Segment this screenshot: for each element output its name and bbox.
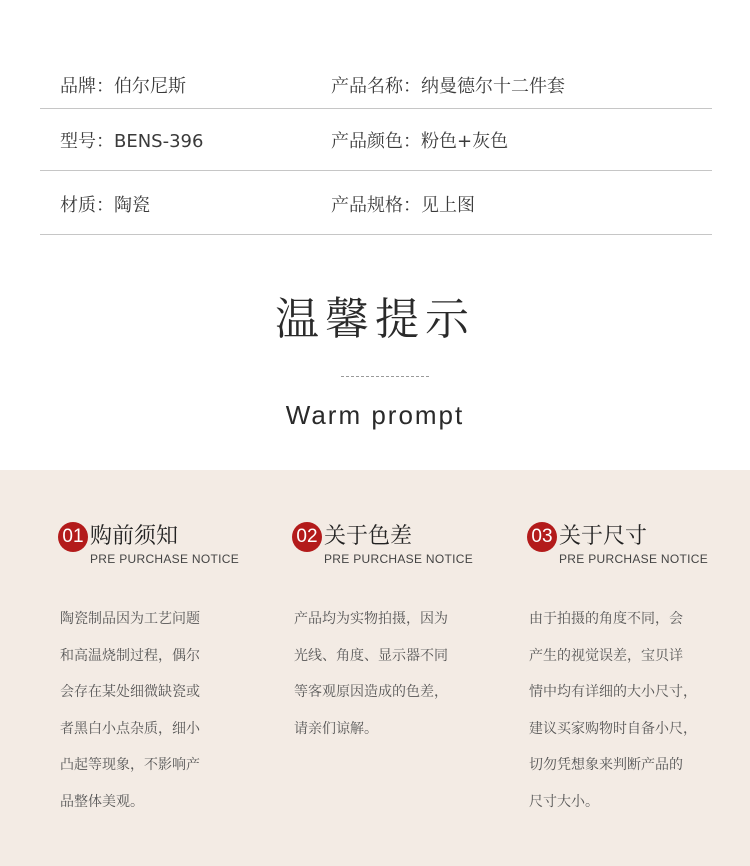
spec-row-brand: [40, 52, 712, 109]
notice-line: 产品均为实物拍摄，因为: [294, 611, 448, 627]
spec-product-name: 产品名称：纳曼德尔十二件套: [331, 76, 565, 97]
title-divider: [341, 376, 429, 377]
notice-body: [294, 601, 494, 747]
notice-panel: [0, 470, 750, 866]
notice-subtitle: PRE PURCHASE NOTICE: [90, 552, 240, 566]
notice-body: [529, 601, 729, 820]
spec-color: 产品颜色：粉色+灰色: [331, 131, 509, 152]
notice-subtitle: PRE PURCHASE NOTICE: [559, 552, 709, 566]
spec-row-model: [40, 109, 712, 171]
notice-line: 等客观原因造成的色差，: [294, 684, 448, 700]
notice-title: 关于色差: [324, 524, 413, 549]
spec-brand: 品牌：伯尔尼斯: [60, 76, 186, 97]
notice-subtitle: PRE PURCHASE NOTICE: [324, 552, 474, 566]
notice-line: 品整体美观。: [60, 793, 144, 810]
notice-line: 陶瓷制品因为工艺问题: [60, 611, 200, 627]
spec-table: [40, 52, 712, 235]
spec-size: 产品规格：见上图: [331, 195, 475, 216]
section-subtitle: Warm prompt: [285, 400, 465, 430]
notice-line: 凸起等现象，不影响产: [60, 757, 200, 773]
notice-line: 尺寸大小。: [529, 793, 599, 810]
spec-model: 型号：BENS-396: [60, 131, 204, 152]
notice-line: 和高温烧制过程，偶尔: [60, 647, 200, 664]
notice-number-badge: 01: [58, 522, 88, 552]
notice-number-badge: 03: [527, 522, 557, 552]
notice-number-badge: 02: [292, 522, 322, 552]
spec-material: 材质：陶瓷: [60, 195, 150, 216]
notice-line: 建议买家购物时自备小尺，: [529, 720, 697, 737]
notice-line: 情中均有详细的大小尺寸，: [529, 684, 697, 700]
spec-row-material: [40, 171, 712, 235]
section-title: 温馨提示: [275, 294, 475, 345]
notice-line: 者黑白小点杂质，细小: [60, 720, 200, 737]
notice-line: 由于拍摄的角度不同，会: [529, 611, 683, 627]
notice-line: 会存在某处细微缺瓷或: [60, 684, 200, 700]
notice-line: 请亲们谅解。: [294, 720, 378, 737]
notice-line: 产生的视觉误差，宝贝详: [529, 647, 683, 664]
notice-title: 关于尺寸: [559, 524, 648, 549]
notice-title: 购前须知: [90, 524, 179, 549]
notice-line: 切勿凭想象来判断产品的: [529, 757, 683, 773]
notice-line: 光线、角度、显示器不同: [294, 647, 448, 664]
notice-body: [60, 601, 260, 820]
